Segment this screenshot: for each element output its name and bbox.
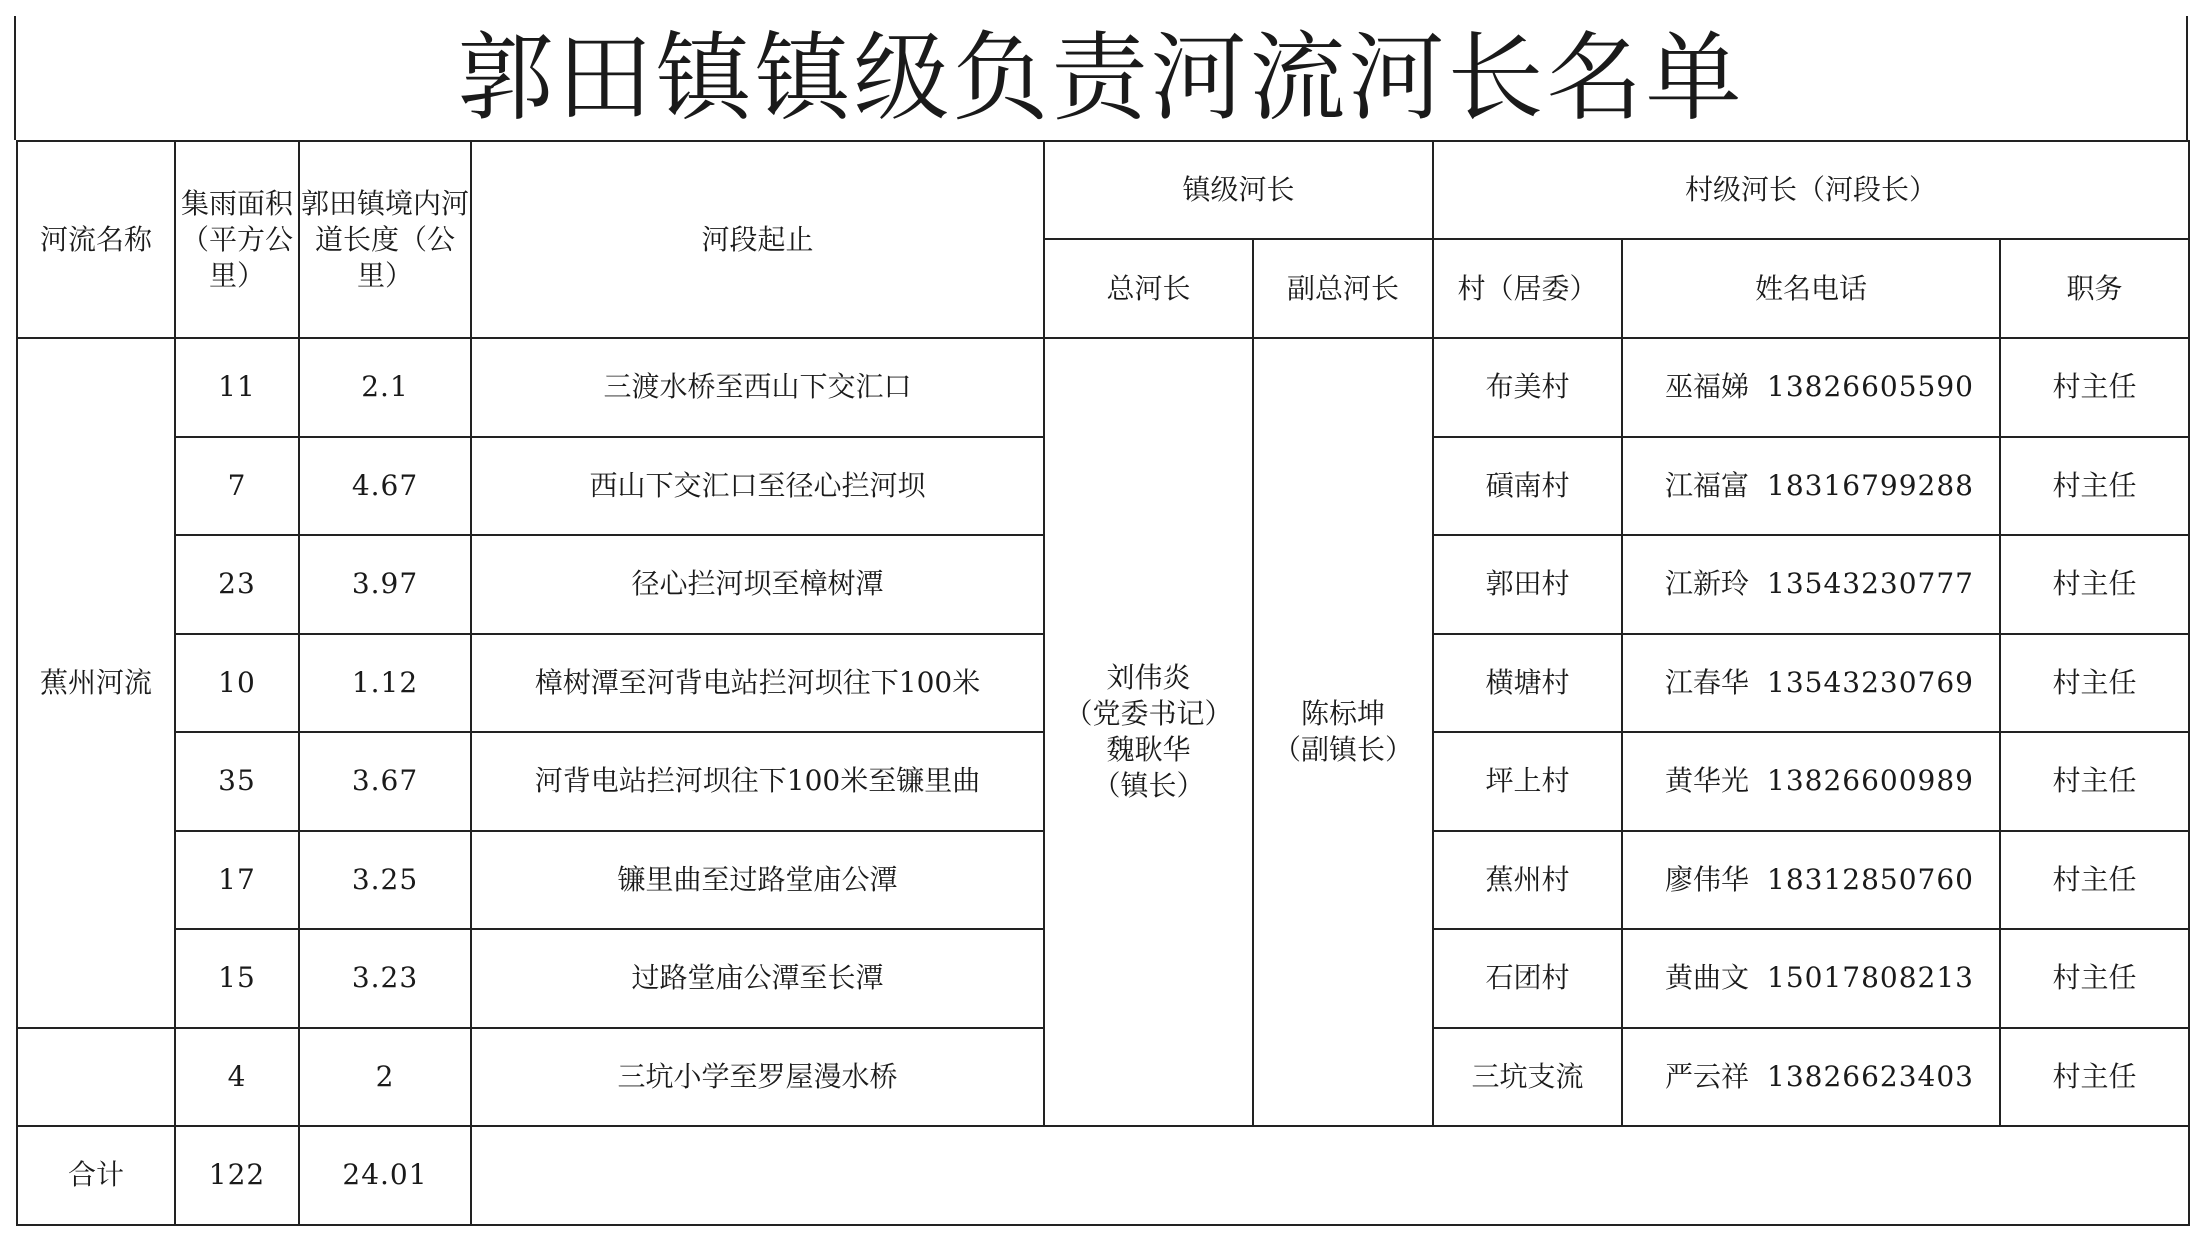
- chief-phone: 13543230777: [1767, 567, 1974, 601]
- total-row: [17, 1126, 2189, 1225]
- header-town-level-chief[interactable]: 镇级河长: [1044, 141, 1433, 239]
- village-cell[interactable]: 横塘村: [1433, 634, 1622, 733]
- chief-phone: 15017808213: [1767, 961, 1974, 995]
- deputy-chief-line: （副镇长）: [1273, 733, 1414, 766]
- chief-phone: 13543230769: [1767, 665, 1974, 699]
- segment-cell[interactable]: 径心拦河坝至樟树潭: [471, 535, 1044, 634]
- catchment-area-cell[interactable]: 7: [175, 437, 299, 536]
- chief-name: 黄曲文: [1665, 961, 1750, 995]
- deputy-chief-cell[interactable]: [1253, 338, 1433, 1126]
- header-segment[interactable]: 河段起止: [471, 141, 1044, 338]
- segment-cell[interactable]: 河背电站拦河坝往下100米至镰里曲: [471, 732, 1044, 831]
- length-cell[interactable]: 2: [299, 1028, 471, 1127]
- header-deputy-chief[interactable]: 副总河长: [1253, 239, 1433, 338]
- town-chief-line: （镇长）: [1092, 769, 1205, 802]
- header-village-level-chief[interactable]: 村级河长（河段长）: [1433, 141, 2189, 239]
- village-cell[interactable]: 布美村: [1433, 338, 1622, 437]
- town-chief-cell[interactable]: [1044, 338, 1253, 1126]
- town-chief-line: 魏耿华: [1106, 733, 1191, 766]
- header-name-phone[interactable]: 姓名电话: [1622, 239, 2000, 338]
- length-cell[interactable]: 3.25: [299, 831, 471, 930]
- total-blank-cell[interactable]: [471, 1126, 2189, 1225]
- header-length[interactable]: 郭田镇境内河道长度（公里）: [299, 141, 471, 338]
- catchment-area-cell[interactable]: 4: [175, 1028, 299, 1127]
- village-cell[interactable]: 坪上村: [1433, 732, 1622, 831]
- header-catchment-area[interactable]: 集雨面积（平方公里）: [175, 141, 299, 338]
- chief-phone: 13826600989: [1767, 764, 1974, 798]
- village-cell[interactable]: 石团村: [1433, 929, 1622, 1028]
- name-phone-cell[interactable]: [1622, 831, 2000, 930]
- river-name-blank-cell[interactable]: [17, 1028, 175, 1127]
- chief-name: 江福富: [1665, 468, 1750, 502]
- name-phone-cell[interactable]: [1622, 1028, 2000, 1127]
- segment-cell[interactable]: 三渡水桥至西山下交汇口: [471, 338, 1044, 437]
- village-cell[interactable]: 蕉州村: [1433, 831, 1622, 930]
- table-body: [17, 338, 2189, 1126]
- catchment-area-cell[interactable]: 11: [175, 338, 299, 437]
- header-river-name[interactable]: 河流名称: [17, 141, 175, 338]
- position-cell[interactable]: 村主任: [2000, 831, 2189, 930]
- length-cell[interactable]: 3.23: [299, 929, 471, 1028]
- segment-cell[interactable]: 三坑小学至罗屋漫水桥: [471, 1028, 1044, 1127]
- chief-name: 黄华光: [1665, 764, 1750, 798]
- chief-phone: 13826605590: [1767, 370, 1974, 404]
- catchment-area-cell[interactable]: 35: [175, 732, 299, 831]
- position-cell[interactable]: 村主任: [2000, 437, 2189, 536]
- chief-name: 江新玲: [1665, 567, 1750, 601]
- position-cell[interactable]: 村主任: [2000, 338, 2189, 437]
- catchment-area-cell[interactable]: 15: [175, 929, 299, 1028]
- catchment-area-cell[interactable]: 17: [175, 831, 299, 930]
- deputy-chief-line: 陈标坤: [1301, 697, 1386, 730]
- name-phone-cell[interactable]: [1622, 732, 2000, 831]
- position-cell[interactable]: 村主任: [2000, 929, 2189, 1028]
- segment-cell[interactable]: 过路堂庙公潭至长潭: [471, 929, 1044, 1028]
- position-cell[interactable]: 村主任: [2000, 634, 2189, 733]
- village-cell[interactable]: 郭田村: [1433, 535, 1622, 634]
- position-cell[interactable]: 村主任: [2000, 732, 2189, 831]
- village-cell[interactable]: 碽南村: [1433, 437, 1622, 536]
- catchment-area-cell[interactable]: 10: [175, 634, 299, 733]
- length-cell[interactable]: 3.97: [299, 535, 471, 634]
- length-cell[interactable]: 1.12: [299, 634, 471, 733]
- position-cell[interactable]: 村主任: [2000, 535, 2189, 634]
- town-chief-line: （党委书记）: [1064, 697, 1233, 730]
- total-length[interactable]: 24.01: [299, 1126, 471, 1225]
- chief-phone: 18316799288: [1767, 468, 1974, 502]
- header-position[interactable]: 职务: [2000, 239, 2189, 338]
- chief-name: 廖伟华: [1665, 862, 1750, 896]
- river-chief-table: [16, 140, 2190, 1226]
- segment-cell[interactable]: 樟树潭至河背电站拦河坝往下100米: [471, 634, 1044, 733]
- sheet-title-cell[interactable]: [14, 16, 2188, 140]
- river-name-cell[interactable]: 蕉州河流: [17, 338, 175, 1028]
- length-cell[interactable]: 2.1: [299, 338, 471, 437]
- town-chief-line: 刘伟炎: [1106, 661, 1191, 694]
- village-cell[interactable]: 三坑支流: [1433, 1028, 1622, 1127]
- total-area[interactable]: 122: [175, 1126, 299, 1225]
- segment-cell[interactable]: 西山下交汇口至径心拦河坝: [471, 437, 1044, 536]
- sheet-title: 郭田镇镇级负责河流河长名单: [457, 22, 1745, 134]
- chief-name: 巫福娣: [1665, 370, 1750, 404]
- table-row: [17, 338, 2189, 437]
- length-cell[interactable]: 3.67: [299, 732, 471, 831]
- total-label[interactable]: 合计: [17, 1126, 175, 1225]
- header-row-1: [17, 141, 2189, 239]
- segment-cell[interactable]: 镰里曲至过路堂庙公潭: [471, 831, 1044, 930]
- header-village[interactable]: 村（居委）: [1433, 239, 1622, 338]
- header-chief[interactable]: 总河长: [1044, 239, 1253, 338]
- name-phone-cell[interactable]: [1622, 535, 2000, 634]
- catchment-area-cell[interactable]: 23: [175, 535, 299, 634]
- name-phone-cell[interactable]: [1622, 338, 2000, 437]
- chief-name: 严云祥: [1665, 1059, 1750, 1093]
- chief-phone: 13826623403: [1767, 1059, 1974, 1093]
- length-cell[interactable]: 4.67: [299, 437, 471, 536]
- name-phone-cell[interactable]: [1622, 929, 2000, 1028]
- name-phone-cell[interactable]: [1622, 437, 2000, 536]
- chief-phone: 18312850760: [1767, 862, 1974, 896]
- name-phone-cell[interactable]: [1622, 634, 2000, 733]
- position-cell[interactable]: 村主任: [2000, 1028, 2189, 1127]
- chief-name: 江春华: [1665, 665, 1750, 699]
